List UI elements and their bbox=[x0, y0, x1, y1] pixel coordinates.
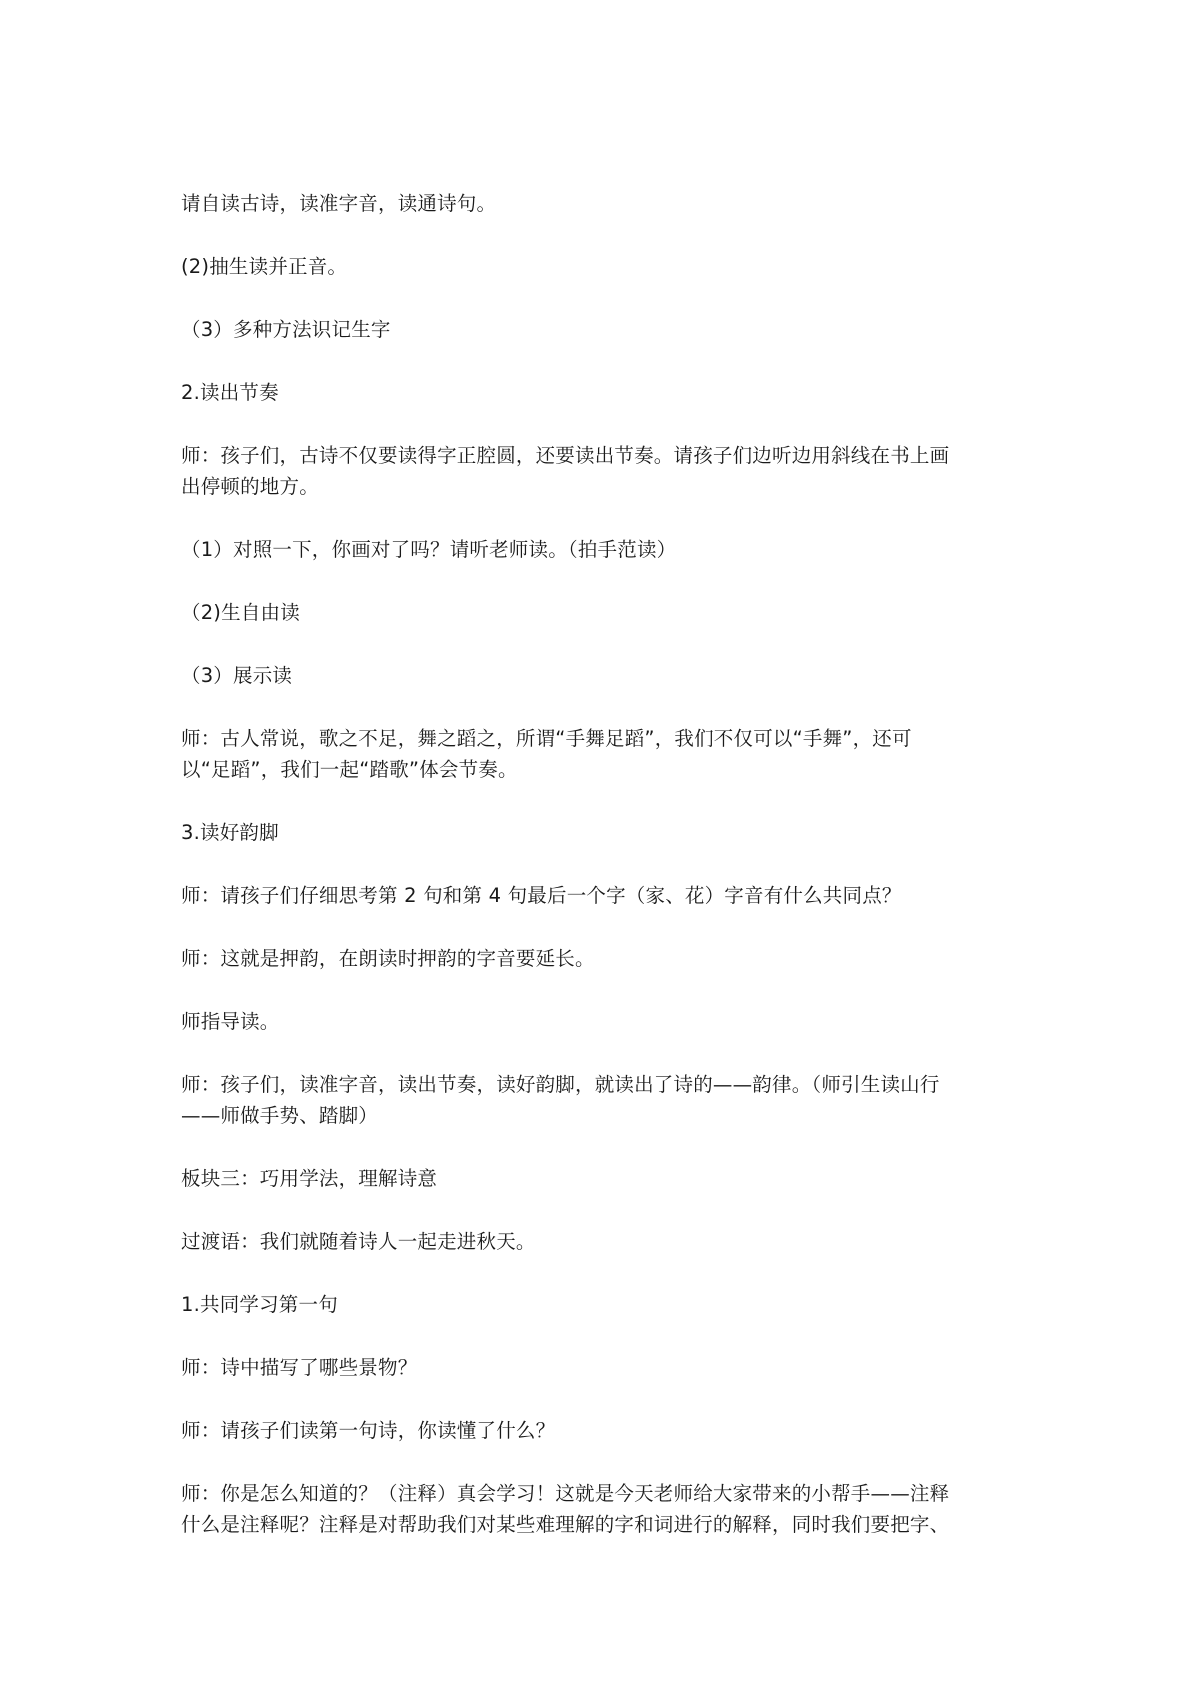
paragraph-show-read: （3）展示读 bbox=[181, 664, 293, 687]
paragraph-rhyme-explain: 师：这就是押韵，在朗读时押韵的字音要延长。 bbox=[181, 947, 595, 970]
paragraph-memorize-chars: （3）多种方法识记生字 bbox=[181, 318, 391, 341]
paragraph-guided-read: 师指导读。 bbox=[181, 1010, 280, 1033]
paragraph-rhythm-intro: 师：孩子们，古诗不仅要读得字正腔圆，还要读出节奏。请孩子们边听边用斜线在书上画 出停顿的地方。 bbox=[181, 444, 950, 498]
section-heading-rhythm: 2.读出节奏 bbox=[181, 381, 279, 404]
section-heading-rhyme: 3.读好韵脚 bbox=[181, 821, 279, 844]
paragraph-dance: 师：古人常说，歌之不足，舞之蹈之，所谓“手舞足蹈”，我们不仅可以“手舞”，还可 以“足蹈”，我们一起“踏歌”体会节奏。 bbox=[181, 727, 912, 781]
paragraph-free-read: （2)生自由读 bbox=[181, 601, 300, 624]
document-body bbox=[181, 188, 1021, 1540]
paragraph-transition: 过渡语：我们就随着诗人一起走进秋天。 bbox=[181, 1230, 536, 1253]
paragraph-cadence: 师：孩子们，读准字音，读出节奏，读好韵脚，就读出了诗的——韵律。（师引生读山行 ——师做手势、踏脚） bbox=[181, 1073, 940, 1127]
paragraph-understand-question: 师：请孩子们读第一句诗，你读懂了什么？ bbox=[181, 1419, 556, 1442]
paragraph-scenery-question: 师：诗中描写了哪些景物？ bbox=[181, 1356, 418, 1379]
paragraph-self-read: 请自读古诗，读准字音，读通诗句。 bbox=[181, 192, 497, 215]
paragraph-rhyme-question: 师：请孩子们仔细思考第 2 句和第 4 句最后一个字（家、花）字音有什么共同点？ bbox=[181, 884, 902, 907]
paragraph-compare: （1）对照一下，你画对了吗？请听老师读。（拍手范读） bbox=[181, 538, 677, 561]
paragraph-annotation: 师：你是怎么知道的？（注释）真会学习！这就是今天老师给大家带来的小帮手——注释 什么是注释呢？注释是对帮助我们对某些难理解的字和词进行的解释，同时我们要把字、 bbox=[181, 1482, 950, 1536]
section-heading-block-three: 板块三：巧用学法，理解诗意 bbox=[181, 1167, 438, 1190]
section-heading-first-line: 1.共同学习第一句 bbox=[181, 1293, 338, 1316]
paragraph-spot-read: (2)抽生读并正音。 bbox=[181, 255, 348, 278]
